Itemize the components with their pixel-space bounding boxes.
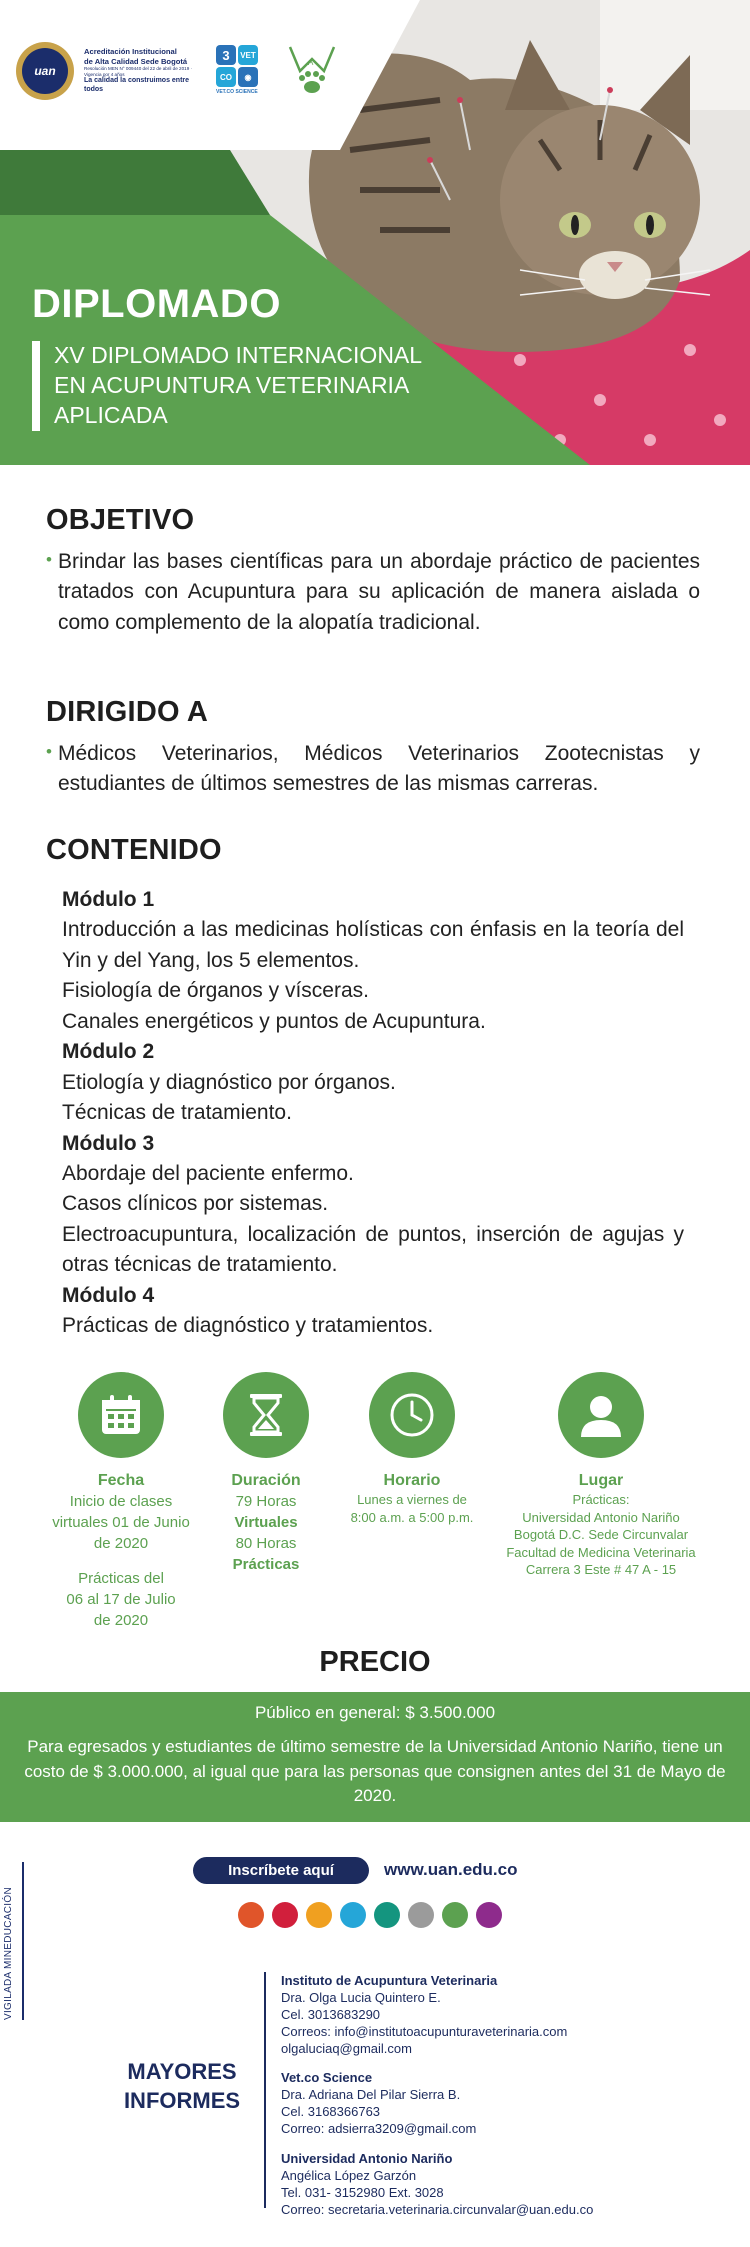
- objetivo-item: [46, 547, 700, 638]
- module-line: Etiología y diagnóstico por órganos.: [62, 1070, 396, 1094]
- color-dot: [408, 1902, 434, 1928]
- contact-name: Universidad Antonio Nariño: [281, 2151, 453, 2167]
- vigilada-divider: [22, 1862, 24, 2020]
- objetivo-heading: OBJETIVO: [46, 504, 195, 536]
- header-banner: [0, 0, 750, 465]
- contacts-divider: [264, 1972, 266, 2208]
- contact-line: Tel. 031- 3152980 Ext. 3028: [281, 2184, 444, 2200]
- vetco-science-logo: 3 VET CO ◉ VET.CO SCIENCE: [216, 45, 268, 97]
- duracion-details: 79 Horas Virtuales 80 Horas Prácticas: [232, 1493, 300, 1573]
- module-title: Módulo 3: [62, 1131, 155, 1155]
- color-dot: [306, 1902, 332, 1928]
- page-title: DIPLOMADO: [32, 282, 281, 326]
- module-line: Introducción a las medicinas holísticas con énfasis en la teoría del Yin y del Yang, los 5 elementos.: [62, 918, 684, 972]
- contacts-list: [281, 1973, 721, 2232]
- color-dots: [238, 1902, 502, 1928]
- contact-name: Vet.co Science: [281, 2070, 373, 2086]
- duracion-heading: Duración: [231, 1472, 301, 1489]
- dirigido-heading: DIRIGIDO A: [46, 696, 209, 728]
- color-dot: [442, 1902, 468, 1928]
- calendar-icon: [78, 1372, 164, 1458]
- price-band: [0, 1692, 750, 1822]
- objetivo-section: [46, 504, 700, 638]
- contact-email[interactable]: Correo: secretaria.veterinaria.circunvalar@uan.edu.co: [281, 2201, 594, 2217]
- module-list: [62, 885, 684, 1342]
- hourglass-icon: [223, 1372, 309, 1458]
- module-line: Técnicas de tratamiento.: [62, 1101, 292, 1125]
- module-line: Electroacupuntura, localización de puntos, inserción de agujas y otras técnicas de tratamiento.: [62, 1222, 684, 1277]
- vigilada-label: VIGILADA MINEDUCACIÓN: [3, 1887, 14, 2020]
- lugar-heading: Lugar: [578, 1472, 624, 1489]
- contact-email[interactable]: Correo: adsierra3209@gmail.com: [281, 2121, 477, 2137]
- dirigido-section: [46, 696, 700, 800]
- contact-line: Angélica López Garzón: [281, 2167, 417, 2183]
- logos-bar: [16, 42, 340, 100]
- module-title: Módulo 4: [62, 1283, 155, 1307]
- contact-block: [281, 2070, 721, 2138]
- accreditation-line-3: Resolución MEN N° 009440 del 22 de abril de 2019 · Vigencia por 4 años: [84, 66, 193, 77]
- accreditation-text: [84, 47, 196, 95]
- info-fecha: [38, 1372, 204, 1631]
- price-general: Público en general: $ 3.500.000: [254, 1703, 496, 1722]
- module-line: Fisiología de órganos y vísceras.: [62, 979, 369, 1003]
- contact-block: [281, 2151, 721, 2219]
- fecha-details: Inicio de clases virtuales 01 de Junio de 2020 Prácticas del 06 al 17 de Julio de 2020: [52, 1493, 190, 1629]
- bullet-icon: •: [46, 550, 52, 569]
- info-duracion: [206, 1372, 326, 1575]
- mayores-informes-heading: MAYORES INFORMES: [123, 2059, 241, 2113]
- contact-email[interactable]: Correos: info@institutoacupunturaveterinaria.com: [281, 2023, 568, 2039]
- accreditation-line-2: de Alta Calidad Sede Bogotá: [84, 56, 188, 66]
- bullet-icon: •: [46, 742, 52, 761]
- color-dot: [272, 1902, 298, 1928]
- contenido-heading: CONTENIDO: [46, 834, 222, 866]
- horario-heading: Horario: [383, 1472, 441, 1489]
- contact-name: Instituto de Acupuntura Veterinaria: [281, 1973, 498, 1988]
- contact-block: [281, 1973, 721, 2057]
- paw-acupuncture-logo: [284, 43, 340, 99]
- accreditation-line-4: La calidad la construimos entre todos: [84, 77, 190, 94]
- dirigido-item: [46, 739, 700, 800]
- precio-heading: PRECIO: [319, 1646, 431, 1678]
- color-dot: [374, 1902, 400, 1928]
- contact-line: Cel. 3168366763: [281, 2104, 381, 2120]
- svg-text:A: A: [308, 58, 314, 67]
- color-dot: [238, 1902, 264, 1928]
- subtitle-block: [32, 341, 524, 431]
- module-line: Casos clínicos por sistemas.: [62, 1192, 329, 1216]
- color-dot: [340, 1902, 366, 1928]
- info-lugar: [498, 1372, 704, 1579]
- accreditation-line-1: Acreditación Institucional: [84, 47, 177, 57]
- contact-line: Cel. 3013683290: [281, 2006, 381, 2022]
- person-icon: [558, 1372, 644, 1458]
- horario-details: Lunes a viernes de 8:00 a.m. a 5:00 p.m.: [350, 1492, 474, 1525]
- contact-line: Dra. Adriana Del Pilar Sierra B.: [281, 2087, 461, 2103]
- module-title: Módulo 2: [62, 1040, 155, 1064]
- module-title: Módulo 1: [62, 888, 155, 911]
- module-line: Abordaje del paciente enfermo.: [62, 1161, 354, 1185]
- contenido-section: [46, 834, 700, 1342]
- inscribete-button[interactable]: Inscríbete aquí: [193, 1857, 369, 1884]
- website-link[interactable]: www.uan.edu.co: [384, 1860, 518, 1879]
- contact-line: Dra. Olga Lucia Quintero E.: [281, 1989, 441, 2005]
- uan-seal-logo: uan: [16, 42, 74, 100]
- dirigido-text: Médicos Veterinarios, Médicos Veterinarios Zootecnistas y estudiantes de últimos semestres de las mismas carreras.: [57, 742, 700, 796]
- module-line: Canales energéticos y puntos de Acupuntura.: [62, 1009, 486, 1033]
- info-horario: [342, 1372, 482, 1526]
- lugar-details: Prácticas: Universidad Antonio Nariño Bogotá D.C. Sede Circunvalar Facultad de Medicina Veterinaria Carrera 3 Este # 47 A - 15: [506, 1492, 696, 1578]
- price-egresados: Para egresados y estudiantes de último semestre de la Universidad Antonio Nariño, tiene un costo de $ 3.000.000, al igual que para las personas que consignen antes del 31 de Mayo de 2020.: [24, 1737, 726, 1806]
- contact-email[interactable]: olgaluciaq@gmail.com: [281, 2040, 412, 2056]
- title-block: [32, 282, 524, 431]
- page-subtitle: XV DIPLOMADO INTERNACIONAL EN ACUPUNTURA VETERINARIA APLICADA: [54, 342, 423, 428]
- fecha-heading: Fecha: [97, 1472, 145, 1489]
- module-line: Prácticas de diagnóstico y tratamientos.: [62, 1314, 434, 1338]
- color-dot: [476, 1902, 502, 1928]
- objetivo-text: Brindar las bases científicas para un abordaje práctico de pacientes tratados con Acupuntura para su aplicación de manera aislada o como complemento de la alopatía tradicional.: [57, 550, 700, 634]
- clock-icon: [369, 1372, 455, 1458]
